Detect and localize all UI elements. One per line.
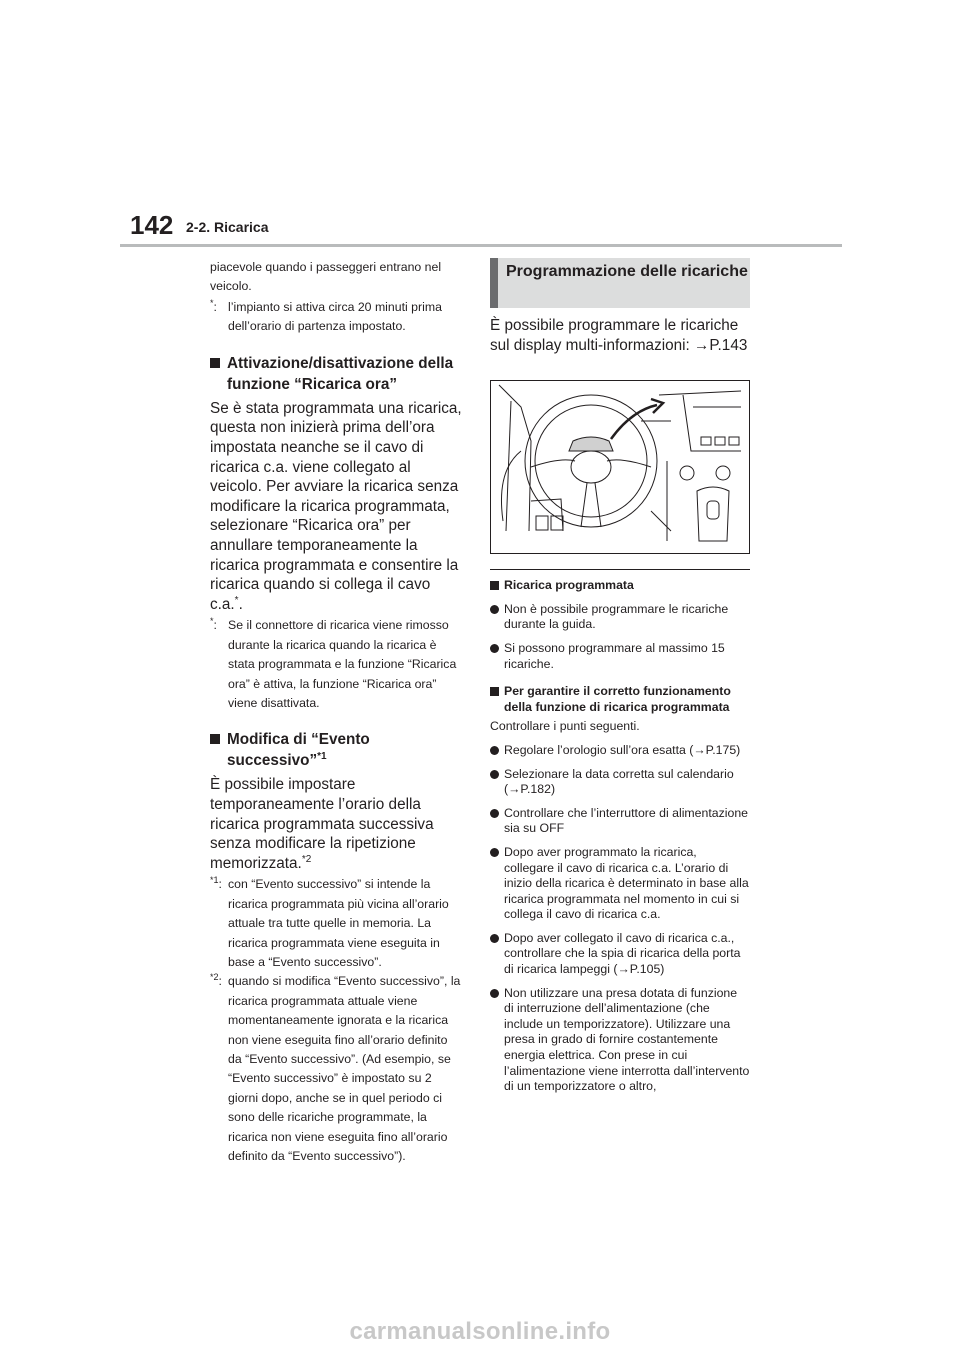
heading-text: Attivazione/disattivazione della funzione “Ricarica ora” [227,354,454,393]
subsection-heading [490,684,750,715]
bullet-icon [490,986,504,1095]
section-heading [210,353,464,395]
watermark-text[interactable]: carmanualsonline.info [349,1318,611,1345]
list-item-text: Selezionare la data corretta sul calendario (→P.182) [504,766,734,797]
section-banner [490,258,750,308]
footnote-ref: *1 [317,751,327,763]
square-bullet-icon [210,729,227,771]
list-item [490,743,750,759]
bullet-icon [490,806,504,837]
footnote-ref: *2 [301,853,312,865]
list-item [490,602,750,633]
list-item [490,767,750,798]
heading-text: Ricarica programmata [504,578,634,593]
divider [490,569,750,570]
header-rule [120,244,842,247]
bullet-icon [490,641,504,672]
footnote-text: l’impianto si attiva circa 20 minuti prima dell’orario di partenza impostato. [228,300,442,334]
page-number: 142 [130,210,174,240]
bullet-icon [490,767,504,798]
list-item [490,845,750,923]
list-item-text: Dopo aver collegato il cavo di ricarica c.a., controllare che la spia di ricarica della porta di ricarica lampeggi (→P.105) [504,930,741,977]
paragraph: Se è stata programmata una ricarica, questa non inizierà prima dell’ora impostata neanche se il cavo di ricarica c.a. viene collegato al veicolo. Per avviare la ricarica senza modificare la ricarica programmata, selezionare “Ricarica ora” per annullare temporaneamente la ricarica programmata e consentire la ricarica quando si collega il cavo c.a.*. [210,399,462,613]
footnote-text: Se il connettore di ricarica viene rimosso durante la ricarica quando la ricarica è stata programmata e la funzione “Ricarica ora” è attiva, la funzione “Ricarica ora” viene disattivata. [228,618,457,710]
square-bullet-icon [210,353,227,395]
footnote: $^{*1}$: con “Evento successivo” si intende la ricarica programmata più vicina all’orario attuale tra tutte quelle in memoria. La ricarica programmata viene eseguita in base a “Evento successivo”. [210,875,464,972]
list-item [490,641,750,672]
list-item-text: Si possono programmare al massimo 15 ricariche. [504,640,725,671]
bullet-icon [490,845,504,923]
list-item [490,806,750,837]
paragraph: È possibile impostare temporaneamente l’orario della ricarica programmata successiva senza modificare la ripetizione memorizzata.$^{*2}$ [210,776,434,872]
list-item [490,931,750,978]
bullet-icon [490,743,504,759]
section-heading [210,729,464,771]
right-column [490,258,750,1095]
heading-text: Per garantire il corretto funzionamento della funzione di ricarica programmata [504,684,731,714]
banner-title: Programmazione delle ricariche [506,263,748,280]
footnote: *: Se il connettore di ricarica viene rimosso durante la ricarica quando la ricarica è stata programmata e la funzione “Ricarica ora” è attiva, la funzione “Ricarica ora” viene disattivata. [210,616,464,713]
list-item-text: Dopo aver programmato la ricarica, collegare il cavo di ricarica c.a. L’orario di inizio della ricarica è determinato in base alla ricarica programmata nel momento in cui si collega il cavo di ricarica c.a. [504,844,749,922]
section-title: 2-2. Ricarica [186,219,269,235]
paragraph: Controllare i punti seguenti. [490,719,640,734]
footnote-text: con “Evento successivo” si intende la ricarica programmata più vicina all’orario attuale tra tutte quelle in memoria. La ricarica programmata viene eseguita in base a “Evento successivo”. [228,877,449,969]
footnote-text: quando si modifica “Evento successivo”, la ricarica programmata attuale viene momentaneamente ignorata e la ricarica non viene eseguita fino all’orario definito da “Evento successivo”. (Ad esempio, se “Evento successivo” è impostato su 2 giorni dopo, anche se in quel periodo ci sono delle ricariche programmate, la ricarica non viene eseguita fino all’orario definito da “Evento successivo”). [228,974,461,1164]
bullet-icon [490,931,504,978]
dashboard-illustration [490,380,750,554]
footnote: *: l’impianto si attiva circa 20 minuti prima dell’orario di partenza impostato. [210,298,464,337]
list-item-text: Non utilizzare una presa dotata di funzione di interruzione dell’alimentazione (che include un temporizzatore). Utilizzare una presa in grado di fornire costantemente energia elettrica. Con prese in cui l’alimentazione viene interrotta dall’intervento di un temporizzatore o altro, [504,985,750,1094]
list-item-text: Non è possibile programmare le ricariche durante la guida. [504,601,729,632]
footnote-mark: *2 [210,972,219,983]
footnote-mark: *1 [210,875,219,886]
list-item [490,986,750,1095]
footnote-mark: * [210,616,214,627]
subsection-heading [490,578,750,594]
heading-text: Modifica di “Evento successivo” [227,731,370,770]
intro-text: È possibile programmare le ricariche sul display multi-informazioni: →P.143 [490,317,748,354]
footnote: $^{*2}$: quando si modifica “Evento successivo”, la ricarica programmata attuale viene momentaneamente ignorata e la ricarica non viene eseguita fino all’orario definito da “Evento successivo”. (Ad esempio, se “Evento successivo” è impostato su 2 giorni dopo, anche se in quel periodo ci sono delle ricariche programmate, la ricarica non viene eseguita fino all’orario definito da “Evento successivo”). [210,972,464,1166]
footnote-ref: * [234,594,239,606]
list-item-text: Controllare che l’interruttore di alimentazione sia su OFF [504,805,749,836]
left-column [210,258,464,1166]
bullet-icon [490,602,504,633]
square-bullet-icon [490,578,504,594]
intro-text: piacevole quando i passeggeri entrano nel veicolo. [210,260,442,293]
list-item-text: Regolare l’orologio sull’ora esatta (→P.175) [504,742,741,757]
footnote-mark: * [210,297,214,308]
square-bullet-icon [490,684,504,715]
